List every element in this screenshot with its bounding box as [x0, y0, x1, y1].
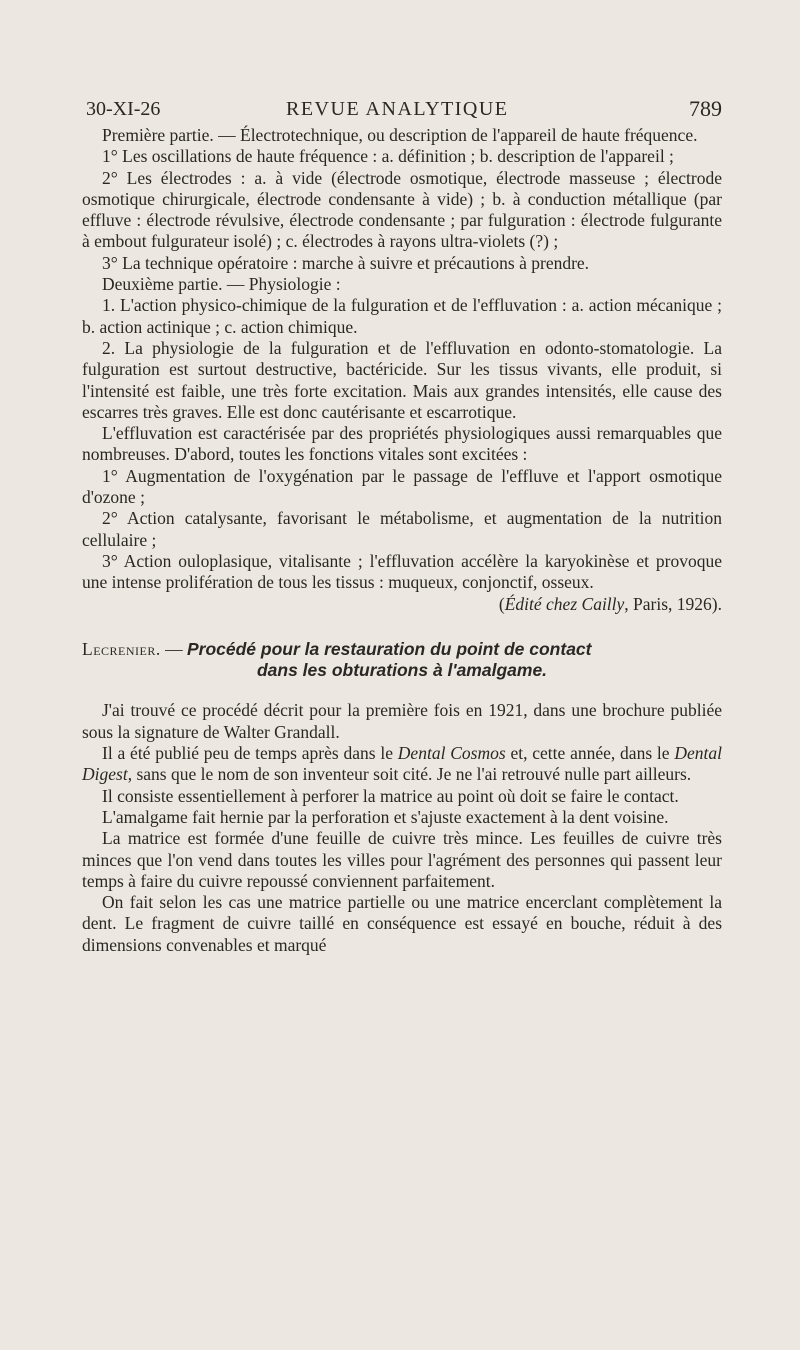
paragraph: 3° La technique opératoire : marche à suivre et précautions à prendre.	[102, 252, 590, 273]
paragraph: Il consiste essentiellement à perforer la matrice au point où doit se faire le contact.	[102, 785, 679, 806]
article-author: Lecrenier.	[82, 638, 161, 659]
article-title-line2-wrap	[82, 660, 722, 681]
citation-publisher: Cailly	[581, 593, 625, 614]
section-spacer	[82, 615, 722, 639]
paragraph: 1° Augmentation de l'oxygénation par le passage de l'effluve et l'apport osmotique d'ozone ;	[82, 465, 722, 508]
paragraph: La matrice est formée d'une feuille de cuivre très mince. Les feuilles de cuivre très minces que l'on vend dans toutes les villes pour l'agrément des personnes qui passent leur temps à faire du cuivre repoussé conviennent parfaitement.	[82, 828, 722, 891]
citation-open: (	[498, 593, 505, 614]
article-title-line1: Procédé pour la restauration du point de contact	[186, 638, 592, 659]
text-run: Il a été publié peu de temps après dans le	[102, 743, 398, 764]
journal-title: Dental Digest	[82, 743, 722, 785]
paragraph: Première partie. — Électrotechnique, ou description de l'appareil de haute fréquence.	[102, 125, 698, 145]
paragraph: 3° Action ouloplasique, vitalisante ; l'effluvation accélère la karyokinèse et provoque une intense prolifération de tous les tissus : muqueux, conjonctif, osseux.	[82, 550, 722, 593]
journal-title: Dental Cosmos	[397, 743, 506, 764]
citation-rest: , Paris, 1926).	[624, 593, 722, 614]
citation	[82, 594, 722, 615]
paragraph: J'ai trouvé ce procédé décrit pour la première fois en 1921, dans une brochure publiée sous la signature de Walter Grandall.	[82, 700, 722, 742]
paragraph: 2. La physiologie de la fulguration et de l'effluvation en odonto-stomatologie. La fulguration est surtout destructive, bactéricide. Sur les tissus vivants, elle produit, si l'intensité est faible, une très forte excitation. Mais aux grandes intensités, elle cause des escarres très graves. Elle est donc cautérisante et escarrotique.	[82, 337, 722, 422]
paragraph: 1° Les oscillations de haute fréquence : a. définition ; b. description de l'appareil ;	[102, 146, 674, 167]
page-number: 789	[689, 96, 722, 121]
paragraph: 2° Les électrodes : a. à vide (électrode osmotique, électrode masseuse ; électrode osmotique chirurgicale, électrode condensante à vide) ; b. à conduction métallique (par effluve : électrode révulsive, électrode condensante ; par fulguration : électrode fulgurante à embout fulgurateur isolé) ; c. électrodes à rayons ultra-violets (?) ;	[82, 167, 722, 252]
citation-edite: Édité chez	[504, 593, 578, 614]
paragraph: L'amalgame fait hernie par la perforation et s'ajuste exactement à la dent voisine.	[102, 806, 669, 827]
paragraph: Deuxième partie. — Physiologie :	[102, 274, 341, 295]
page-body	[82, 125, 722, 956]
running-header	[86, 94, 722, 124]
paragraph: 1. L'action physico-chimique de la fulguration et de l'effluvation : a. action mécanique ; b. action actinique ; c. action chimique.	[82, 295, 722, 337]
article-title-line2: dans les obturations à l'amalgame.	[256, 660, 548, 681]
heading-dash: —	[160, 638, 187, 659]
text-run: et, cette année, dans le	[505, 743, 675, 764]
article-heading	[82, 639, 722, 660]
paragraph: 2° Action catalysante, favorisant le métabolisme, et augmentation de la nutrition cellulaire ;	[82, 508, 722, 550]
header-date: 30-XI-26	[86, 98, 161, 120]
header-title: REVUE ANALYTIQUE	[286, 98, 509, 120]
paragraph	[82, 743, 722, 786]
section-spacer	[82, 681, 722, 700]
text-run: , sans que le nom de son inventeur soit cité. Je ne l'ai retrouvé nulle part ailleurs.	[127, 764, 692, 785]
paragraph: On fait selon les cas une matrice partielle ou une matrice encerclant complètement la dent. Le fragment de cuivre taillé en conséquence est essayé en bouche, réduit à des dimensions convenables et marqué	[82, 892, 722, 955]
paragraph: L'effluvation est caractérisée par des propriétés physiologiques aussi remarquables que nombreuses. D'abord, toutes les fonctions vitales sont excitées :	[82, 423, 722, 465]
